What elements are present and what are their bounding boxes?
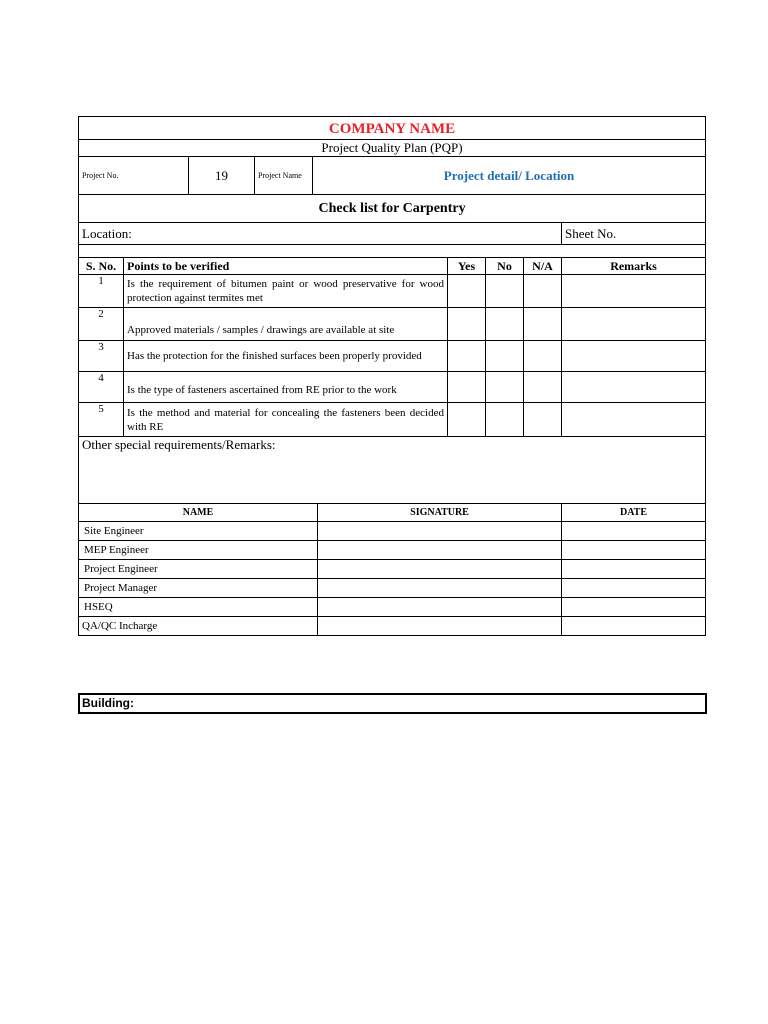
remarks-cell[interactable] (562, 308, 706, 341)
item-number: 5 (79, 403, 124, 437)
na-cell[interactable] (524, 341, 562, 372)
col-name: NAME (79, 504, 318, 522)
na-cell[interactable] (524, 372, 562, 403)
no-cell[interactable] (486, 308, 524, 341)
item-number: 1 (79, 275, 124, 308)
checklist-title: Check list for Carpentry (79, 195, 706, 223)
project-no-label: Project No. (79, 157, 189, 195)
yes-cell[interactable] (448, 372, 486, 403)
na-cell[interactable] (524, 308, 562, 341)
col-no: No (486, 258, 524, 275)
company-name: COMPANY NAME (79, 117, 706, 140)
item-number: 2 (79, 308, 124, 341)
checklist-header-row (79, 258, 706, 275)
spacer-row (79, 245, 706, 258)
signature-cell[interactable] (318, 579, 562, 598)
role-name: QA/QC Incharge (79, 617, 318, 636)
yes-cell[interactable] (448, 341, 486, 372)
signature-cell[interactable] (318, 617, 562, 636)
date-cell[interactable] (562, 522, 706, 541)
date-cell[interactable] (562, 560, 706, 579)
other-requirements[interactable]: Other special requirements/Remarks: (79, 437, 706, 504)
remarks-cell[interactable] (562, 341, 706, 372)
signature-cell[interactable] (318, 541, 562, 560)
yes-cell[interactable] (448, 403, 486, 437)
item-text: Is the type of fasteners ascertained from RE prior to the work (124, 372, 448, 403)
signoff-header-row (79, 504, 706, 522)
checklist-table (78, 244, 706, 504)
signature-cell[interactable] (318, 560, 562, 579)
yes-cell[interactable] (448, 275, 486, 308)
remarks-cell[interactable] (562, 275, 706, 308)
col-date: DATE (562, 504, 706, 522)
table-row (79, 308, 706, 341)
col-yes: Yes (448, 258, 486, 275)
role-name: Project Manager (79, 579, 318, 598)
signoff-row (79, 598, 706, 617)
checklist-sheet (78, 116, 705, 636)
role-name: MEP Engineer (79, 541, 318, 560)
remarks-cell[interactable] (562, 403, 706, 437)
role-name: HSEQ (79, 598, 318, 617)
project-name-label: Project Name (255, 157, 313, 195)
signature-cell[interactable] (318, 598, 562, 617)
no-cell[interactable] (486, 275, 524, 308)
role-name: Project Engineer (79, 560, 318, 579)
yes-cell[interactable] (448, 308, 486, 341)
item-number: 3 (79, 341, 124, 372)
item-text: Approved materials / samples / drawings are available at site (124, 308, 448, 341)
signoff-row (79, 560, 706, 579)
signoff-row (79, 617, 706, 636)
table-row (79, 275, 706, 308)
signoff-table (78, 503, 706, 636)
project-detail[interactable]: Project detail/ Location (313, 157, 706, 195)
location-field[interactable]: Location: (79, 223, 562, 245)
building-field[interactable]: Building: (78, 693, 707, 714)
sheet-no-field[interactable]: Sheet No. (562, 223, 706, 245)
date-cell[interactable] (562, 541, 706, 560)
item-text: Has the protection for the finished surfaces been properly provided (124, 341, 448, 372)
date-cell[interactable] (562, 598, 706, 617)
signoff-row (79, 541, 706, 560)
col-sno: S. No. (79, 258, 124, 275)
signature-cell[interactable] (318, 522, 562, 541)
item-text: Is the requirement of bitumen paint or wood preservative for wood protection against termites met (124, 275, 448, 308)
project-no-value[interactable]: 19 (189, 157, 255, 195)
table-row (79, 341, 706, 372)
no-cell[interactable] (486, 403, 524, 437)
plan-title: Project Quality Plan (PQP) (79, 140, 706, 157)
no-cell[interactable] (486, 341, 524, 372)
item-number: 4 (79, 372, 124, 403)
table-row (79, 403, 706, 437)
remarks-cell[interactable] (562, 372, 706, 403)
date-cell[interactable] (562, 579, 706, 598)
col-signature: SIGNATURE (318, 504, 562, 522)
table-row (79, 372, 706, 403)
signoff-row (79, 579, 706, 598)
col-remarks: Remarks (562, 258, 706, 275)
signoff-row (79, 522, 706, 541)
col-na: N/A (524, 258, 562, 275)
role-name: Site Engineer (79, 522, 318, 541)
no-cell[interactable] (486, 372, 524, 403)
date-cell[interactable] (562, 617, 706, 636)
location-table (78, 222, 706, 245)
item-text: Is the method and material for concealing the fasteners been decided with RE (124, 403, 448, 437)
na-cell[interactable] (524, 275, 562, 308)
na-cell[interactable] (524, 403, 562, 437)
col-points: Points to be verified (124, 258, 448, 275)
header-table (78, 116, 706, 223)
